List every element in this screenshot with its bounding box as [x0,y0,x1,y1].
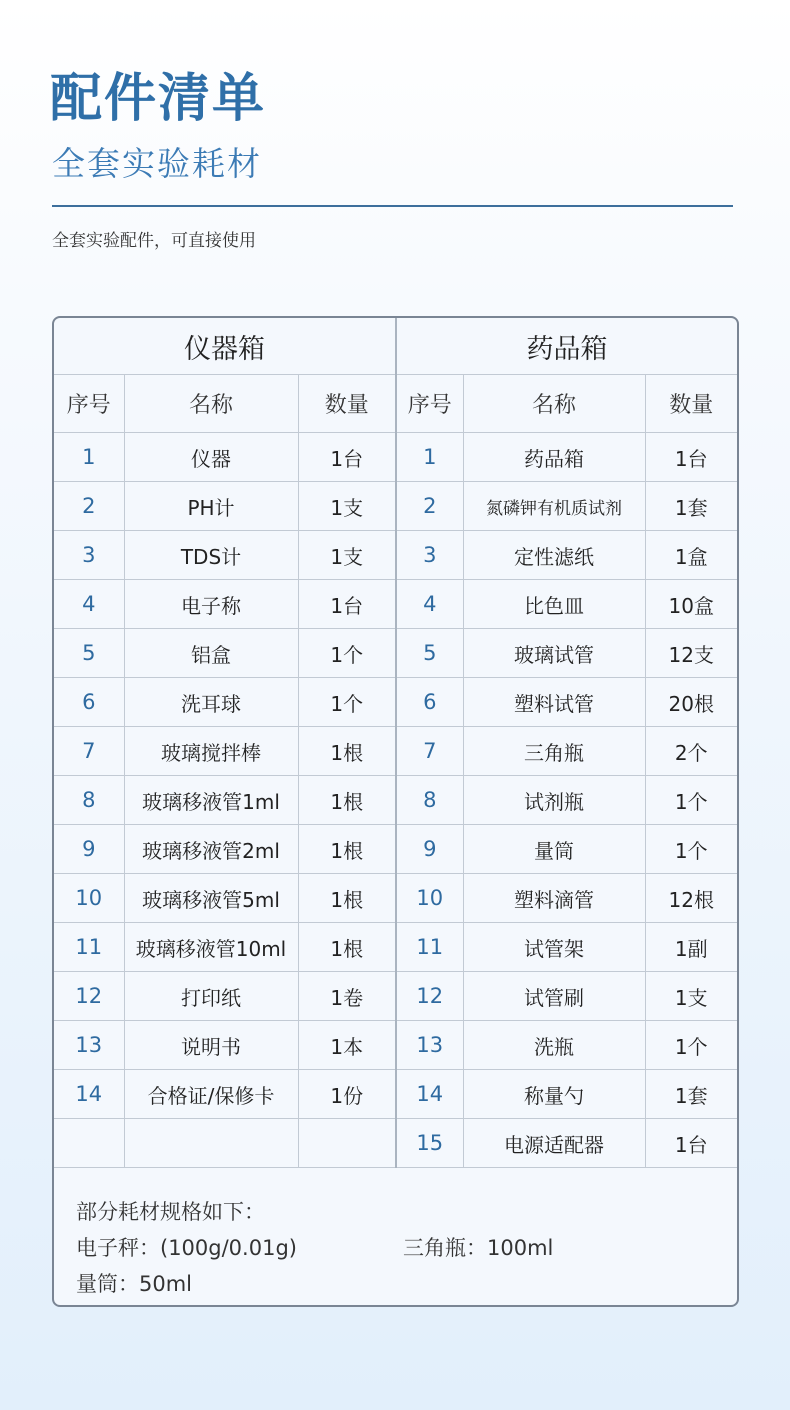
instrument-quantity: 1支 [298,531,396,580]
instrument-name: 玻璃移液管5ml [124,874,298,923]
reagent-quantity: 20根 [645,678,737,727]
reagent-quantity: 1个 [645,1021,737,1070]
instrument-quantity: 1个 [298,629,396,678]
divider [52,205,733,207]
column-header-index: 序号 [54,375,124,433]
reagent-name: 电源适配器 [463,1119,645,1168]
reagent-index: 5 [396,629,463,678]
instrument-quantity: 1卷 [298,972,396,1021]
instrument-name: 合格证/保修卡 [124,1070,298,1119]
instrument-index: 5 [54,629,124,678]
reagent-index: 13 [396,1021,463,1070]
reagent-name: 试管架 [463,923,645,972]
instrument-index: 1 [54,433,124,482]
instrument-name: 玻璃移液管1ml [124,776,298,825]
instrument-name: 玻璃搅拌棒 [124,727,298,776]
specification-notes [76,1194,716,1302]
reagent-name: 试管刷 [463,972,645,1021]
reagent-quantity: 12根 [645,874,737,923]
reagent-index: 2 [396,482,463,531]
notes-heading: 部分耗材规格如下： [76,1200,265,1224]
column-header-quantity: 数量 [645,375,737,433]
accessory-table [54,318,737,1168]
instrument-quantity: 1支 [298,482,396,531]
reagent-quantity: 1盒 [645,531,737,580]
instrument-quantity: 1根 [298,776,396,825]
reagent-quantity: 1副 [645,923,737,972]
reagent-name: 量筒 [463,825,645,874]
column-header-name: 名称 [124,375,298,433]
instrument-box-heading: 仪器箱 [54,318,396,375]
description-text: 全套实验配件，可直接使用 [52,231,256,251]
reagent-name: 塑料滴管 [463,874,645,923]
table-row [54,1021,737,1070]
instrument-name: 洗耳球 [124,678,298,727]
instrument-quantity: 1个 [298,678,396,727]
table-row [54,678,737,727]
instrument-index: 9 [54,825,124,874]
reagent-name: 玻璃试管 [463,629,645,678]
reagent-index: 8 [396,776,463,825]
table-row [54,531,737,580]
reagent-name: 称量勺 [463,1070,645,1119]
reagent-quantity: 10盒 [645,580,737,629]
table-row [54,923,737,972]
reagent-quantity: 1支 [645,972,737,1021]
reagent-name: 三角瓶 [463,727,645,776]
reagent-index: 9 [396,825,463,874]
table-row [54,727,737,776]
table-row [54,629,737,678]
table-row [54,776,737,825]
instrument-quantity: 1根 [298,923,396,972]
instrument-name [124,1119,298,1168]
column-header-name: 名称 [463,375,645,433]
instrument-index: 13 [54,1021,124,1070]
reagent-index: 14 [396,1070,463,1119]
reagent-name: 比色皿 [463,580,645,629]
reagent-name: 试剂瓶 [463,776,645,825]
instrument-index: 11 [54,923,124,972]
reagent-name: 定性滤纸 [463,531,645,580]
instrument-quantity: 1根 [298,825,396,874]
instrument-name: 铝盒 [124,629,298,678]
notes-line [76,1230,716,1266]
instrument-name: 电子称 [124,580,298,629]
reagent-name: 洗瓶 [463,1021,645,1070]
instrument-index: 6 [54,678,124,727]
reagent-index: 4 [396,580,463,629]
instrument-index: 12 [54,972,124,1021]
reagent-index: 1 [396,433,463,482]
instrument-name: 说明书 [124,1021,298,1070]
table-row [54,1119,737,1168]
page-title: 配件清单 [50,69,267,129]
page-subtitle: 全套实验耗材 [52,144,262,183]
instrument-index [54,1119,124,1168]
reagent-quantity: 1台 [645,433,737,482]
cylinder-spec: 量筒：50ml [76,1272,193,1296]
table-row [54,825,737,874]
reagent-quantity: 1个 [645,825,737,874]
instrument-name: 仪器 [124,433,298,482]
instrument-name: 玻璃移液管10ml [124,923,298,972]
instrument-quantity: 1根 [298,727,396,776]
table-row [54,1070,737,1119]
reagent-quantity: 2个 [645,727,737,776]
instrument-index: 7 [54,727,124,776]
instrument-index: 2 [54,482,124,531]
instrument-quantity: 1份 [298,1070,396,1119]
column-header-index: 序号 [396,375,463,433]
table-row [54,972,737,1021]
reagent-quantity: 1个 [645,776,737,825]
scale-spec: 电子秤：(100g/0.01g) [76,1236,297,1260]
reagent-index: 3 [396,531,463,580]
column-header-quantity: 数量 [298,375,396,433]
reagent-index: 15 [396,1119,463,1168]
table-row [54,874,737,923]
reagent-name: 塑料试管 [463,678,645,727]
reagent-name: 药品箱 [463,433,645,482]
instrument-name: PH计 [124,482,298,531]
instrument-name: 打印纸 [124,972,298,1021]
instrument-index: 10 [54,874,124,923]
reagent-index: 11 [396,923,463,972]
instrument-name: 玻璃移液管2ml [124,825,298,874]
instrument-quantity: 1本 [298,1021,396,1070]
reagent-name: 氮磷钾有机质试剂 [463,482,645,531]
instrument-index: 4 [54,580,124,629]
instrument-quantity: 1台 [298,580,396,629]
reagent-index: 6 [396,678,463,727]
flask-spec: 三角瓶：100ml [403,1236,554,1260]
reagent-quantity: 1套 [645,1070,737,1119]
instrument-index: 8 [54,776,124,825]
reagent-quantity: 1套 [645,482,737,531]
instrument-quantity: 1根 [298,874,396,923]
instrument-index: 3 [54,531,124,580]
instrument-name: TDS计 [124,531,298,580]
reagent-quantity: 1台 [645,1119,737,1168]
instrument-quantity [298,1119,396,1168]
reagent-quantity: 12支 [645,629,737,678]
reagent-index: 10 [396,874,463,923]
reagent-box-heading: 药品箱 [396,318,737,375]
instrument-quantity: 1台 [298,433,396,482]
table-row [54,580,737,629]
instrument-index: 14 [54,1070,124,1119]
reagent-index: 12 [396,972,463,1021]
table-row [54,482,737,531]
accessory-list-card [52,316,739,1307]
reagent-index: 7 [396,727,463,776]
table-row [54,433,737,482]
